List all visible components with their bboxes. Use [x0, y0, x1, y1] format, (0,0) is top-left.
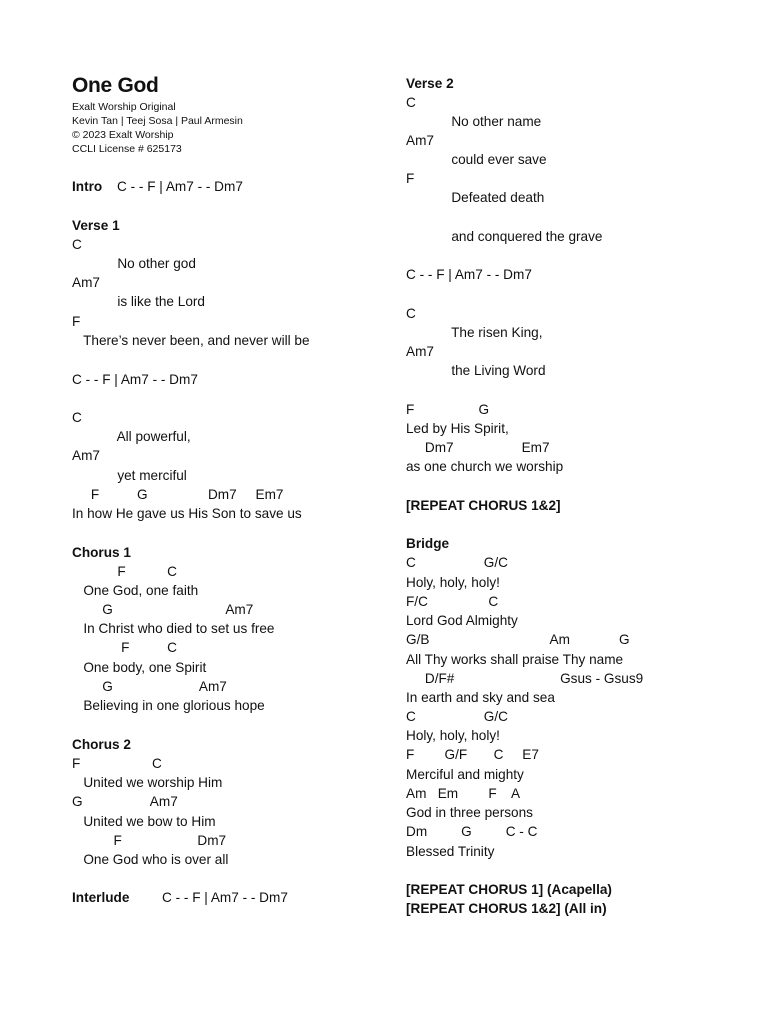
verse2-line: Led by His Spirit, [406, 421, 509, 436]
chorus1-line: In Christ who died to set us free [72, 621, 275, 636]
verse2-line: as one church we worship [406, 459, 564, 474]
bridge-heading: Bridge [406, 536, 450, 551]
verse2-line: The risen King, [406, 325, 543, 340]
verse2-line: the Living Word [406, 363, 546, 378]
bridge-line: Lord God Almighty [406, 613, 518, 628]
verse2-line: could ever save [406, 152, 547, 167]
chorus1-line: F C [72, 564, 177, 579]
ending-note: [REPEAT CHORUS 1&2] (All in) [406, 901, 607, 916]
verse1-line: Am7 [72, 275, 100, 290]
verse1-line: F [72, 314, 81, 329]
chorus1-line: One God, one faith [72, 583, 199, 598]
verse1-line: All powerful, [72, 429, 191, 444]
verse1-line: There’s never been, and never will be [72, 333, 310, 348]
verse1-line: F G Dm7 Em7 [72, 487, 284, 502]
repeat-chorus-note: [REPEAT CHORUS 1&2] [406, 498, 561, 513]
bridge-line: G/B Am G [406, 632, 630, 647]
song-writers: Kevin Tan | Teej Sosa | Paul Armesin [72, 115, 243, 127]
bridge-line: F G/F C E7 [406, 747, 539, 762]
verse2-line: Am7 [406, 133, 434, 148]
song-license: CCLI License # 625173 [72, 143, 182, 155]
song-copyright: © 2023 Exalt Worship [72, 129, 174, 141]
chorus2-line: F C [72, 756, 162, 771]
bridge-line: In earth and sky and sea [406, 690, 555, 705]
chorus2-line: F Dm7 [72, 833, 227, 848]
intro-label: Intro [72, 179, 103, 194]
verse2-line: Dm7 Em7 [406, 440, 550, 455]
chorus2-line: United we bow to Him [72, 814, 216, 829]
verse1-line: C - - F | Am7 - - Dm7 [72, 372, 198, 387]
verse2-line: C [406, 95, 416, 110]
bridge-line: C G/C [406, 709, 508, 724]
chorus2-line: One God who is over all [72, 852, 229, 867]
song-title: One God [72, 74, 159, 97]
verse2-line: Defeated death [406, 190, 545, 205]
bridge-line: F/C C [406, 594, 499, 609]
chorus2-line: United we worship Him [72, 775, 223, 790]
verse1-line: is like the Lord [72, 294, 205, 309]
verse1-line: In how He gave us His Son to save us [72, 506, 302, 521]
verse2-heading: Verse 2 [406, 76, 454, 91]
verse2-line: Am7 [406, 344, 434, 359]
bridge-line: Holy, holy, holy! [406, 575, 500, 590]
bridge-line: C G/C [406, 555, 508, 570]
chorus1-heading: Chorus 1 [72, 545, 131, 560]
chorus1-line: G Am7 [72, 602, 254, 617]
chorus1-line: G Am7 [72, 679, 227, 694]
verse2-line: and conquered the grave [406, 229, 603, 244]
verse2-line: F [406, 171, 415, 186]
verse1-line: C [72, 410, 82, 425]
bridge-line: Holy, holy, holy! [406, 728, 500, 743]
chorus1-line: One body, one Spirit [72, 660, 207, 675]
verse1-line: C [72, 237, 82, 252]
chorus1-line: Believing in one glorious hope [72, 698, 265, 713]
bridge-line: Blessed Trinity [406, 844, 495, 859]
interlude-label: Interlude [72, 890, 130, 905]
bridge-line: D/F# Gsus - Gsus9 [406, 671, 644, 686]
verse1-line: Am7 [72, 448, 100, 463]
chorus2-line: G Am7 [72, 794, 178, 809]
verse1-line: yet merciful [72, 468, 187, 483]
verse1-heading: Verse 1 [72, 218, 120, 233]
bridge-line: All Thy works shall praise Thy name [406, 652, 624, 667]
verse2-line: C [406, 306, 416, 321]
bridge-line: Merciful and mighty [406, 767, 524, 782]
bridge-line: Dm G C - C [406, 824, 538, 839]
verse2-line: No other name [406, 114, 542, 129]
verse2-line: C - - F | Am7 - - Dm7 [406, 267, 532, 282]
ending-note: [REPEAT CHORUS 1] (Acapella) [406, 882, 612, 897]
chorus2-heading: Chorus 2 [72, 737, 131, 752]
verse1-line: No other god [72, 256, 196, 271]
verse2-line: F G [406, 402, 490, 417]
intro-chords: C - - F | Am7 - - Dm7 [117, 179, 243, 194]
bridge-line: God in three persons [406, 805, 533, 820]
song-subtitle: Exalt Worship Original [72, 101, 176, 113]
chorus1-line: F C [72, 640, 177, 655]
interlude-chords: C - - F | Am7 - - Dm7 [162, 890, 288, 905]
bridge-line: Am Em F A [406, 786, 521, 801]
